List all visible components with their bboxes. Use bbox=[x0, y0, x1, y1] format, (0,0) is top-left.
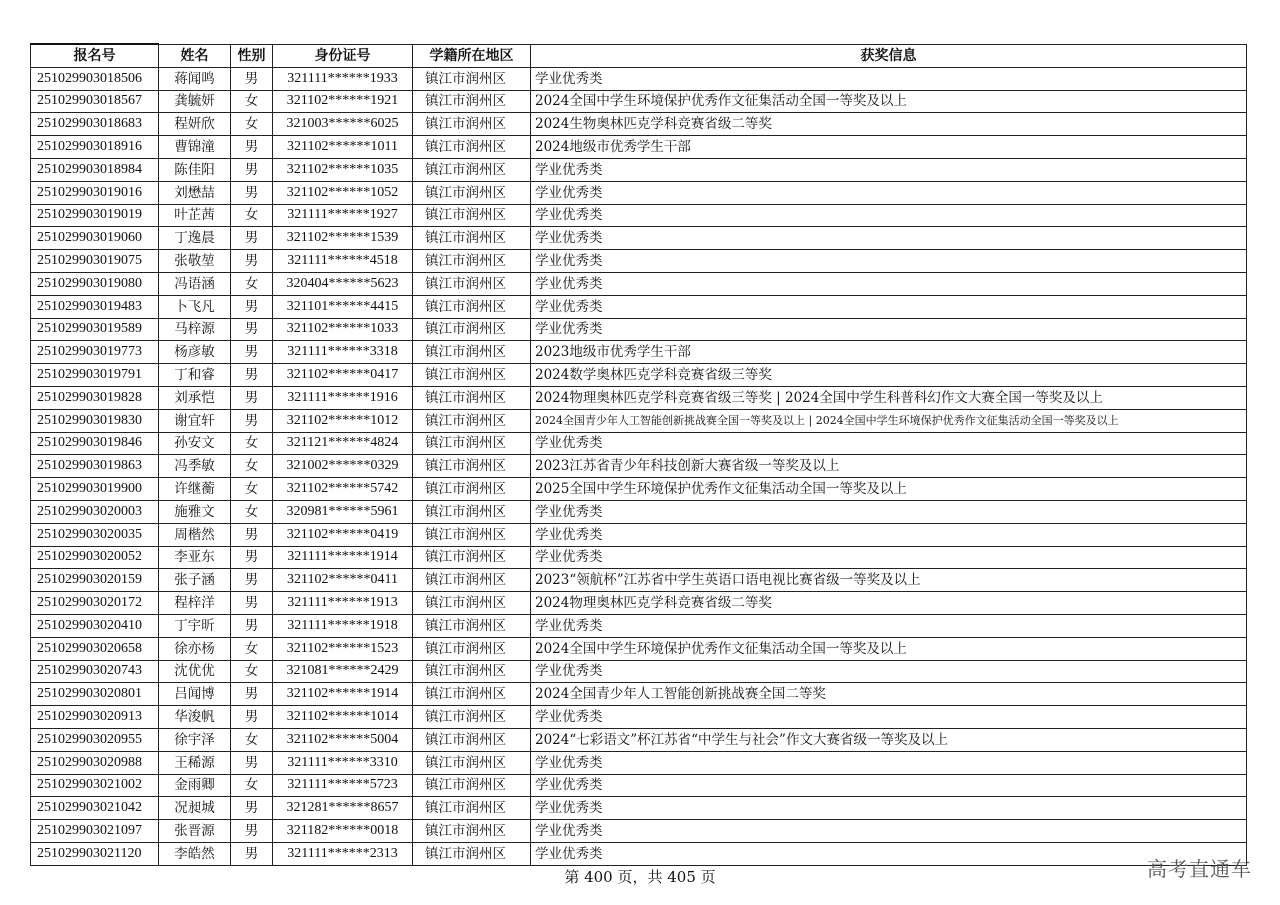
award-info-cell: 2024物理奥林匹克学科竞赛省级三等奖 | 2024全国中学生科普科幻作文大赛全国一等奖及以上 bbox=[531, 386, 1247, 409]
name-cell: 许继蘅 bbox=[159, 478, 231, 501]
gender-cell: 男 bbox=[231, 318, 273, 341]
registration-number-cell: 251029903020988 bbox=[31, 751, 159, 774]
registration-number-cell: 251029903019773 bbox=[31, 341, 159, 364]
table-row bbox=[31, 295, 1247, 318]
id-card-cell: 321111******4518 bbox=[273, 250, 413, 273]
region-cell: 镇江市润州区 bbox=[413, 364, 531, 387]
award-info-cell: 学业优秀类 bbox=[531, 250, 1247, 273]
id-card-cell: 321102******1012 bbox=[273, 409, 413, 432]
award-info-cell: 学业优秀类 bbox=[531, 181, 1247, 204]
registration-number-cell: 251029903019016 bbox=[31, 181, 159, 204]
id-card-cell: 321111******3318 bbox=[273, 341, 413, 364]
id-card-cell: 321102******1011 bbox=[273, 136, 413, 159]
gender-cell: 男 bbox=[231, 409, 273, 432]
region-cell: 镇江市润州区 bbox=[413, 660, 531, 683]
name-cell: 杨彦敏 bbox=[159, 341, 231, 364]
header-registration-number: 报名号 bbox=[31, 44, 159, 67]
gender-cell: 女 bbox=[231, 113, 273, 136]
name-cell: 张敬堃 bbox=[159, 250, 231, 273]
gender-cell: 男 bbox=[231, 614, 273, 637]
name-cell: 徐宇泽 bbox=[159, 728, 231, 751]
id-card-cell: 321182******0018 bbox=[273, 820, 413, 843]
region-cell: 镇江市润州区 bbox=[413, 227, 531, 250]
name-cell: 张晋源 bbox=[159, 820, 231, 843]
name-cell: 李皓然 bbox=[159, 842, 231, 865]
award-info-cell: 学业优秀类 bbox=[531, 706, 1247, 729]
table-row bbox=[31, 318, 1247, 341]
region-cell: 镇江市润州区 bbox=[413, 728, 531, 751]
table-row bbox=[31, 478, 1247, 501]
header-region: 学籍所在地区 bbox=[413, 44, 531, 67]
table-row bbox=[31, 250, 1247, 273]
id-card-cell: 321121******4824 bbox=[273, 432, 413, 455]
id-card-cell: 321102******5004 bbox=[273, 728, 413, 751]
gender-cell: 女 bbox=[231, 660, 273, 683]
table-row bbox=[31, 637, 1247, 660]
award-info-cell: 学业优秀类 bbox=[531, 204, 1247, 227]
award-info-cell: 学业优秀类 bbox=[531, 842, 1247, 865]
id-card-cell: 321101******4415 bbox=[273, 295, 413, 318]
region-cell: 镇江市润州区 bbox=[413, 250, 531, 273]
registration-number-cell: 251029903019075 bbox=[31, 250, 159, 273]
table-row bbox=[31, 842, 1247, 865]
award-info-cell: 2025全国中学生环境保护优秀作文征集活动全国一等奖及以上 bbox=[531, 478, 1247, 501]
id-card-cell: 321111******1916 bbox=[273, 386, 413, 409]
gender-cell: 男 bbox=[231, 569, 273, 592]
region-cell: 镇江市润州区 bbox=[413, 523, 531, 546]
gender-cell: 男 bbox=[231, 250, 273, 273]
award-info-cell: 2024全国青少年人工智能创新挑战赛全国一等奖及以上 | 2024全国中学生环境保护优秀作文征集活动全国一等奖及以上 bbox=[531, 409, 1247, 432]
award-info-cell: 2024全国青少年人工智能创新挑战赛全国二等奖 bbox=[531, 683, 1247, 706]
id-card-cell: 321111******1914 bbox=[273, 546, 413, 569]
region-cell: 镇江市润州区 bbox=[413, 455, 531, 478]
name-cell: 徐亦杨 bbox=[159, 637, 231, 660]
id-card-cell: 321102******0417 bbox=[273, 364, 413, 387]
award-info-cell: 学业优秀类 bbox=[531, 158, 1247, 181]
award-info-cell: 学业优秀类 bbox=[531, 523, 1247, 546]
gender-cell: 男 bbox=[231, 546, 273, 569]
name-cell: 丁逸晨 bbox=[159, 227, 231, 250]
gender-cell: 男 bbox=[231, 386, 273, 409]
award-info-cell: 学业优秀类 bbox=[531, 227, 1247, 250]
id-card-cell: 320404******5623 bbox=[273, 272, 413, 295]
region-cell: 镇江市润州区 bbox=[413, 637, 531, 660]
region-cell: 镇江市润州区 bbox=[413, 136, 531, 159]
registration-number-cell: 251029903020658 bbox=[31, 637, 159, 660]
table-row bbox=[31, 455, 1247, 478]
registration-number-cell: 251029903020410 bbox=[31, 614, 159, 637]
id-card-cell: 321081******2429 bbox=[273, 660, 413, 683]
header-award-info: 获奖信息 bbox=[531, 44, 1247, 67]
gender-cell: 女 bbox=[231, 90, 273, 113]
name-cell: 施雅文 bbox=[159, 500, 231, 523]
registration-number-cell: 251029903020035 bbox=[31, 523, 159, 546]
table-row bbox=[31, 706, 1247, 729]
region-cell: 镇江市润州区 bbox=[413, 158, 531, 181]
region-cell: 镇江市润州区 bbox=[413, 683, 531, 706]
gender-cell: 男 bbox=[231, 364, 273, 387]
gender-cell: 男 bbox=[231, 592, 273, 615]
table-row bbox=[31, 751, 1247, 774]
name-cell: 冯季敏 bbox=[159, 455, 231, 478]
award-info-cell: 2024全国中学生环境保护优秀作文征集活动全国一等奖及以上 bbox=[531, 637, 1247, 660]
id-card-cell: 321281******8657 bbox=[273, 797, 413, 820]
name-cell: 程妍欣 bbox=[159, 113, 231, 136]
table-row bbox=[31, 67, 1247, 90]
name-cell: 叶芷茜 bbox=[159, 204, 231, 227]
region-cell: 镇江市润州区 bbox=[413, 751, 531, 774]
table-row bbox=[31, 797, 1247, 820]
gender-cell: 男 bbox=[231, 706, 273, 729]
table-row bbox=[31, 341, 1247, 364]
table-row bbox=[31, 500, 1247, 523]
table-row bbox=[31, 614, 1247, 637]
name-cell: 卜飞凡 bbox=[159, 295, 231, 318]
name-cell: 龚毓妍 bbox=[159, 90, 231, 113]
name-cell: 金雨卿 bbox=[159, 774, 231, 797]
gender-cell: 男 bbox=[231, 842, 273, 865]
gender-cell: 男 bbox=[231, 820, 273, 843]
id-card-cell: 321102******1539 bbox=[273, 227, 413, 250]
award-info-cell: 2023江苏省青少年科技创新大赛省级一等奖及以上 bbox=[531, 455, 1247, 478]
registration-number-cell: 251029903020955 bbox=[31, 728, 159, 751]
registration-number-cell: 251029903019791 bbox=[31, 364, 159, 387]
name-cell: 刘承恺 bbox=[159, 386, 231, 409]
header-id-card: 身份证号 bbox=[273, 44, 413, 67]
table-row bbox=[31, 660, 1247, 683]
gender-cell: 男 bbox=[231, 295, 273, 318]
gender-cell: 男 bbox=[231, 67, 273, 90]
id-card-cell: 321111******2313 bbox=[273, 842, 413, 865]
region-cell: 镇江市润州区 bbox=[413, 67, 531, 90]
table-body bbox=[31, 67, 1247, 865]
name-cell: 李亚东 bbox=[159, 546, 231, 569]
award-info-cell: 学业优秀类 bbox=[531, 500, 1247, 523]
name-cell: 华浚帆 bbox=[159, 706, 231, 729]
region-cell: 镇江市润州区 bbox=[413, 797, 531, 820]
region-cell: 镇江市润州区 bbox=[413, 386, 531, 409]
table-row bbox=[31, 204, 1247, 227]
award-info-cell: 学业优秀类 bbox=[531, 660, 1247, 683]
region-cell: 镇江市润州区 bbox=[413, 546, 531, 569]
id-card-cell: 321102******1014 bbox=[273, 706, 413, 729]
region-cell: 镇江市润州区 bbox=[413, 614, 531, 637]
table-row bbox=[31, 432, 1247, 455]
table-row bbox=[31, 181, 1247, 204]
region-cell: 镇江市润州区 bbox=[413, 820, 531, 843]
registration-number-cell: 251029903018984 bbox=[31, 158, 159, 181]
id-card-cell: 321003******6025 bbox=[273, 113, 413, 136]
registration-number-cell: 251029903020159 bbox=[31, 569, 159, 592]
name-cell: 吕闻博 bbox=[159, 683, 231, 706]
award-info-cell: 2024地级市优秀学生干部 bbox=[531, 136, 1247, 159]
award-info-cell: 2024生物奥林匹克学科竞赛省级二等奖 bbox=[531, 113, 1247, 136]
id-card-cell: 321102******1914 bbox=[273, 683, 413, 706]
gender-cell: 女 bbox=[231, 774, 273, 797]
gender-cell: 女 bbox=[231, 272, 273, 295]
gender-cell: 男 bbox=[231, 158, 273, 181]
name-cell: 陈佳阳 bbox=[159, 158, 231, 181]
gender-cell: 男 bbox=[231, 181, 273, 204]
award-info-cell: 学业优秀类 bbox=[531, 295, 1247, 318]
registration-number-cell: 251029903019900 bbox=[31, 478, 159, 501]
table-row bbox=[31, 820, 1247, 843]
id-card-cell: 321111******1918 bbox=[273, 614, 413, 637]
registration-number-cell: 251029903019483 bbox=[31, 295, 159, 318]
gender-cell: 女 bbox=[231, 204, 273, 227]
gender-cell: 男 bbox=[231, 797, 273, 820]
gender-cell: 男 bbox=[231, 523, 273, 546]
id-card-cell: 321102******1035 bbox=[273, 158, 413, 181]
name-cell: 丁和睿 bbox=[159, 364, 231, 387]
award-info-cell: 2023地级市优秀学生干部 bbox=[531, 341, 1247, 364]
region-cell: 镇江市润州区 bbox=[413, 842, 531, 865]
id-card-cell: 320981******5961 bbox=[273, 500, 413, 523]
name-cell: 谢宜轩 bbox=[159, 409, 231, 432]
registration-number-cell: 251029903019846 bbox=[31, 432, 159, 455]
gender-cell: 女 bbox=[231, 478, 273, 501]
gender-cell: 男 bbox=[231, 136, 273, 159]
id-card-cell: 321102******1052 bbox=[273, 181, 413, 204]
table-row bbox=[31, 409, 1247, 432]
registration-number-cell: 251029903019019 bbox=[31, 204, 159, 227]
id-card-cell: 321111******1927 bbox=[273, 204, 413, 227]
region-cell: 镇江市润州区 bbox=[413, 318, 531, 341]
registration-number-cell: 251029903020913 bbox=[31, 706, 159, 729]
award-info-cell: 学业优秀类 bbox=[531, 774, 1247, 797]
region-cell: 镇江市润州区 bbox=[413, 272, 531, 295]
name-cell: 蒋闻鸣 bbox=[159, 67, 231, 90]
watermark: 高考直通车 bbox=[1147, 857, 1252, 881]
name-cell: 马梓源 bbox=[159, 318, 231, 341]
table-row bbox=[31, 728, 1247, 751]
registration-number-cell: 251029903019589 bbox=[31, 318, 159, 341]
region-cell: 镇江市润州区 bbox=[413, 295, 531, 318]
table-row bbox=[31, 158, 1247, 181]
region-cell: 镇江市润州区 bbox=[413, 592, 531, 615]
registration-number-cell: 251029903020052 bbox=[31, 546, 159, 569]
id-card-cell: 321102******0419 bbox=[273, 523, 413, 546]
gender-cell: 男 bbox=[231, 341, 273, 364]
region-cell: 镇江市润州区 bbox=[413, 204, 531, 227]
registration-number-cell: 251029903020003 bbox=[31, 500, 159, 523]
name-cell: 冯语涵 bbox=[159, 272, 231, 295]
id-card-cell: 321102******1921 bbox=[273, 90, 413, 113]
registration-number-cell: 251029903018567 bbox=[31, 90, 159, 113]
award-info-cell: 学业优秀类 bbox=[531, 546, 1247, 569]
table-row bbox=[31, 683, 1247, 706]
id-card-cell: 321111******3310 bbox=[273, 751, 413, 774]
id-card-cell: 321111******1913 bbox=[273, 592, 413, 615]
award-info-cell: 学业优秀类 bbox=[531, 272, 1247, 295]
table-row bbox=[31, 774, 1247, 797]
table-row bbox=[31, 546, 1247, 569]
name-cell: 周楷然 bbox=[159, 523, 231, 546]
gender-cell: 女 bbox=[231, 455, 273, 478]
id-card-cell: 321102******1033 bbox=[273, 318, 413, 341]
id-card-cell: 321102******0411 bbox=[273, 569, 413, 592]
registration-number-cell: 251029903019828 bbox=[31, 386, 159, 409]
table-row bbox=[31, 90, 1247, 113]
awards-table bbox=[30, 43, 1247, 866]
award-info-cell: 2024物理奥林匹克学科竞赛省级二等奖 bbox=[531, 592, 1247, 615]
region-cell: 镇江市润州区 bbox=[413, 500, 531, 523]
region-cell: 镇江市润州区 bbox=[413, 569, 531, 592]
award-info-cell: 2024数学奥林匹克学科竞赛省级三等奖 bbox=[531, 364, 1247, 387]
name-cell: 曹锦潼 bbox=[159, 136, 231, 159]
award-info-cell: 学业优秀类 bbox=[531, 751, 1247, 774]
registration-number-cell: 251029903019830 bbox=[31, 409, 159, 432]
id-card-cell: 321111******5723 bbox=[273, 774, 413, 797]
award-info-cell: 2023“领航杯”江苏省中学生英语口语电视比赛省级一等奖及以上 bbox=[531, 569, 1247, 592]
registration-number-cell: 251029903020172 bbox=[31, 592, 159, 615]
registration-number-cell: 251029903021042 bbox=[31, 797, 159, 820]
name-cell: 丁宇昕 bbox=[159, 614, 231, 637]
table-row bbox=[31, 272, 1247, 295]
award-info-cell: 学业优秀类 bbox=[531, 614, 1247, 637]
table-row bbox=[31, 592, 1247, 615]
name-cell: 程梓洋 bbox=[159, 592, 231, 615]
table-row bbox=[31, 136, 1247, 159]
registration-number-cell: 251029903021002 bbox=[31, 774, 159, 797]
name-cell: 张子涵 bbox=[159, 569, 231, 592]
gender-cell: 男 bbox=[231, 227, 273, 250]
registration-number-cell: 251029903019863 bbox=[31, 455, 159, 478]
registration-number-cell: 251029903020801 bbox=[31, 683, 159, 706]
gender-cell: 男 bbox=[231, 683, 273, 706]
header-gender: 性别 bbox=[231, 44, 273, 67]
table-row bbox=[31, 227, 1247, 250]
registration-number-cell: 251029903021120 bbox=[31, 842, 159, 865]
id-card-cell: 321102******5742 bbox=[273, 478, 413, 501]
award-info-cell: 学业优秀类 bbox=[531, 67, 1247, 90]
registration-number-cell: 251029903019060 bbox=[31, 227, 159, 250]
region-cell: 镇江市润州区 bbox=[413, 409, 531, 432]
table-row bbox=[31, 364, 1247, 387]
id-card-cell: 321002******0329 bbox=[273, 455, 413, 478]
gender-cell: 男 bbox=[231, 751, 273, 774]
award-info-cell: 学业优秀类 bbox=[531, 432, 1247, 455]
name-cell: 王稀源 bbox=[159, 751, 231, 774]
award-info-cell: 学业优秀类 bbox=[531, 797, 1247, 820]
header-name: 姓名 bbox=[159, 44, 231, 67]
gender-cell: 女 bbox=[231, 637, 273, 660]
award-info-cell: 2024“七彩语文”杯江苏省“中学生与社会”作文大赛省级一等奖及以上 bbox=[531, 728, 1247, 751]
table-header-row bbox=[31, 44, 1247, 67]
award-info-cell: 学业优秀类 bbox=[531, 318, 1247, 341]
table-row bbox=[31, 113, 1247, 136]
region-cell: 镇江市润州区 bbox=[413, 90, 531, 113]
registration-number-cell: 251029903018916 bbox=[31, 136, 159, 159]
registration-number-cell: 251029903020743 bbox=[31, 660, 159, 683]
id-card-cell: 321111******1933 bbox=[273, 67, 413, 90]
page-number: 第 400 页，共 405 页 bbox=[564, 868, 716, 886]
award-info-cell: 2024全国中学生环境保护优秀作文征集活动全国一等奖及以上 bbox=[531, 90, 1247, 113]
table-row bbox=[31, 569, 1247, 592]
region-cell: 镇江市润州区 bbox=[413, 181, 531, 204]
region-cell: 镇江市润州区 bbox=[413, 706, 531, 729]
id-card-cell: 321102******1523 bbox=[273, 637, 413, 660]
table-row bbox=[31, 523, 1247, 546]
registration-number-cell: 251029903021097 bbox=[31, 820, 159, 843]
region-cell: 镇江市润州区 bbox=[413, 478, 531, 501]
region-cell: 镇江市润州区 bbox=[413, 774, 531, 797]
table-row bbox=[31, 386, 1247, 409]
name-cell: 沈优优 bbox=[159, 660, 231, 683]
region-cell: 镇江市润州区 bbox=[413, 432, 531, 455]
name-cell: 况昶城 bbox=[159, 797, 231, 820]
region-cell: 镇江市润州区 bbox=[413, 113, 531, 136]
registration-number-cell: 251029903019080 bbox=[31, 272, 159, 295]
award-info-cell: 学业优秀类 bbox=[531, 820, 1247, 843]
gender-cell: 女 bbox=[231, 728, 273, 751]
registration-number-cell: 251029903018506 bbox=[31, 67, 159, 90]
region-cell: 镇江市润州区 bbox=[413, 341, 531, 364]
gender-cell: 女 bbox=[231, 432, 273, 455]
registration-number-cell: 251029903018683 bbox=[31, 113, 159, 136]
name-cell: 孙安文 bbox=[159, 432, 231, 455]
name-cell: 刘懋喆 bbox=[159, 181, 231, 204]
gender-cell: 女 bbox=[231, 500, 273, 523]
